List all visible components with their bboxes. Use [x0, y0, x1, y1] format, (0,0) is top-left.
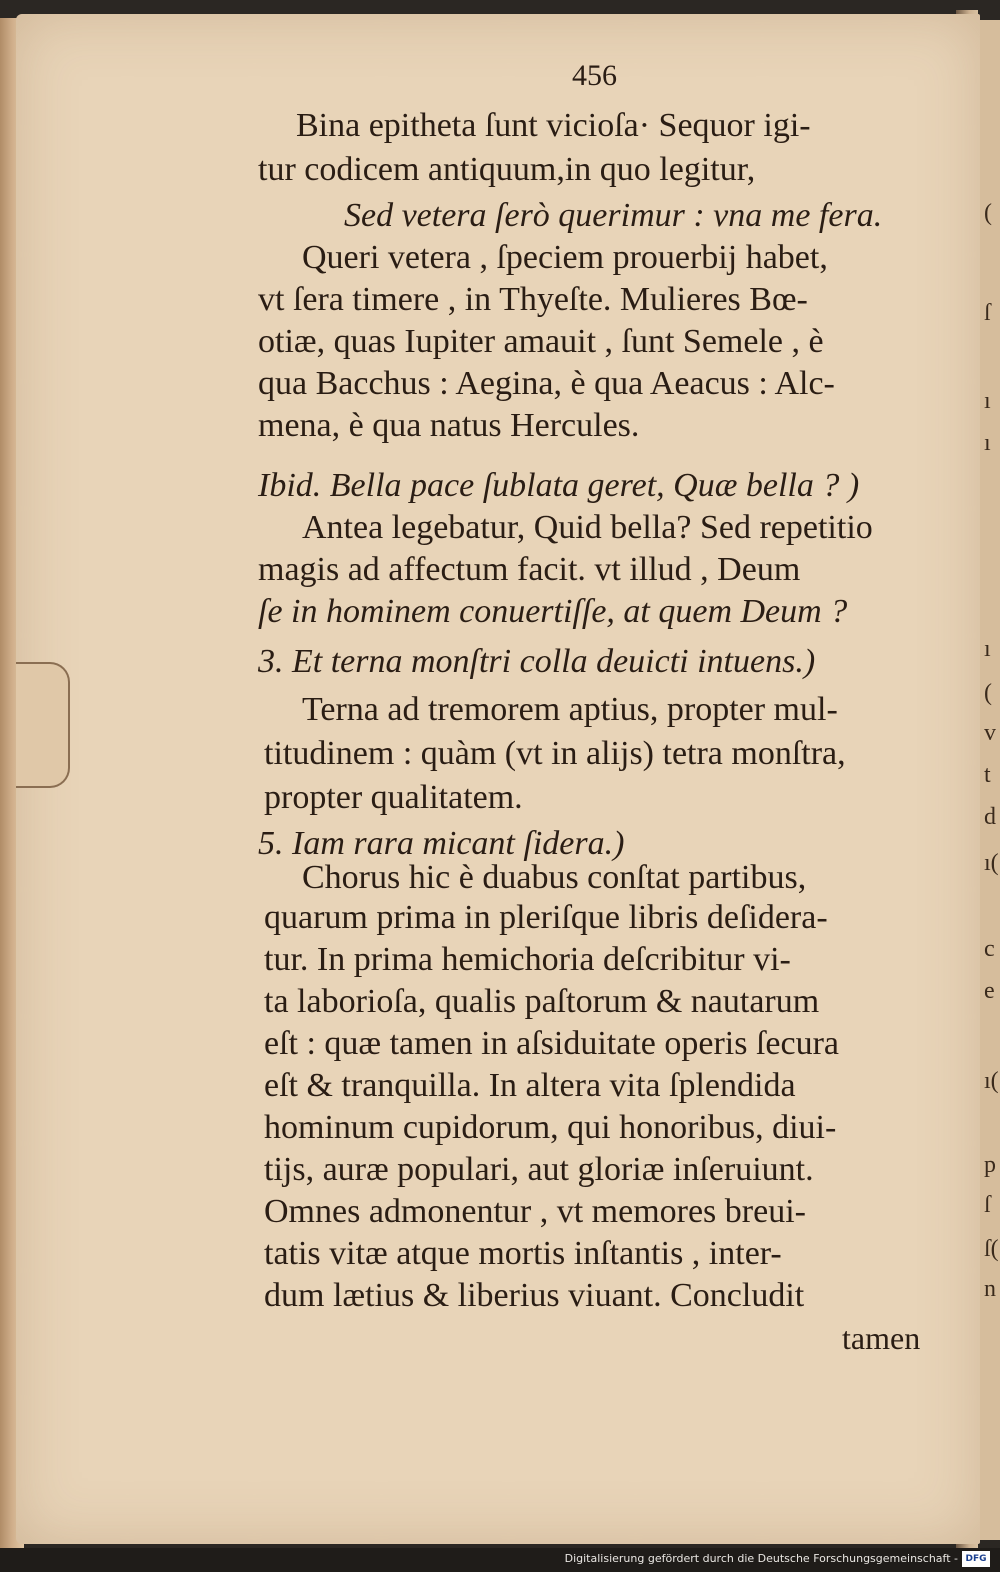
text-line: otiæ, quas Iupiter amauit , ſunt Semele , è — [258, 323, 824, 360]
text-line: qua Bacchus : Aegina, è qua Aeacus : Alc- — [258, 365, 835, 402]
adjacent-letter: t — [984, 762, 991, 788]
text-line: 3. Et terna monſtri colla deuicti intuens.) — [258, 643, 816, 680]
text-line: titudinem : quàm (vt in alijs) tetra monſtra, — [264, 735, 846, 772]
adjacent-letter: ſ( — [984, 1236, 999, 1262]
adjacent-letter: p — [984, 1152, 996, 1178]
text-line: ſe in hominem conuertiſſe, at quem Deum ? — [258, 593, 848, 630]
text-line: Terna ad tremorem aptius, propter mul- — [302, 691, 838, 728]
text-line: Queri vetera , ſpeciem prouerbij habet, — [302, 239, 828, 276]
adjacent-letter: d — [984, 804, 996, 830]
adjacent-letter: ı — [984, 636, 991, 662]
catchword: tamen — [842, 1320, 921, 1356]
text-line: eſt & tranquilla. In altera vita ſplendida — [264, 1067, 796, 1104]
dfg-logo: DFG — [962, 1551, 990, 1567]
text-line: eſt : quæ tamen in aſsiduitate operis ſecura — [264, 1025, 839, 1062]
adjacent-letter: ( — [984, 200, 992, 226]
text-line: mena, è qua natus Hercules. — [258, 407, 640, 444]
text-line: tur codicem antiquum,in quo legitur, — [258, 151, 756, 188]
text-line: vt ſera timere , in Thyeſte. Mulieres Bœ- — [258, 281, 808, 318]
adjacent-letter: c — [984, 936, 995, 962]
text-line: tatis vitæ atque mortis inſtantis , inter- — [264, 1235, 782, 1272]
text-line: hominum cupidorum, qui honoribus, diui- — [264, 1109, 837, 1146]
text-line: ta laborioſa, qualis paſtorum & nautarum — [264, 983, 820, 1020]
adjacent-letter: ı — [984, 388, 991, 414]
text-line: propter qualitatem. — [264, 779, 523, 816]
funding-credit: Digitalisierung gefördert durch die Deutsche Forschungsgemeinschaft - — [564, 1552, 958, 1565]
adjacent-letter: ı( — [984, 850, 999, 876]
text-line: quarum prima in pleriſque libris deſidera- — [264, 899, 828, 936]
text-line: Bina epitheta ſunt vicioſa· Sequor igi- — [296, 107, 811, 144]
footer-bar — [0, 1548, 1000, 1572]
text-line: Antea legebatur, Quid bella? Sed repetitio — [302, 509, 873, 546]
text-line: Ibid. Bella pace ſublata geret, Quæ bella ? ) — [258, 467, 860, 504]
text-line: tur. In prima hemichoria deſcribitur vi- — [264, 941, 791, 978]
text-line: Omnes admonentur , vt memores breui- — [264, 1193, 806, 1230]
adjacent-letter: ( — [984, 680, 992, 706]
adjacent-letter: v — [984, 720, 996, 746]
text-line: tijs, auræ populari, aut gloriæ inſeruiunt. — [264, 1151, 814, 1188]
adjacent-letter: ſ — [984, 300, 991, 326]
page-number: 456 — [572, 59, 617, 92]
text-line: dum lætius & liberius viuant. Concludit — [264, 1277, 805, 1314]
adjacent-letter: ı — [984, 430, 991, 456]
text-line: 5. Iam rara micant ſidera.) — [258, 825, 625, 862]
adjacent-letter: ı( — [984, 1068, 999, 1094]
adjacent-letter: n — [984, 1276, 996, 1302]
text-line: magis ad affectum facit. vt illud , Deum — [258, 551, 801, 588]
adjacent-letter: ſ — [984, 1192, 991, 1218]
text-line: Sed vetera ſerò querimur : vna me fera. — [344, 197, 883, 234]
text-line: Chorus hic è duabus conſtat partibus, — [302, 859, 807, 896]
adjacent-letter: e — [984, 978, 995, 1004]
